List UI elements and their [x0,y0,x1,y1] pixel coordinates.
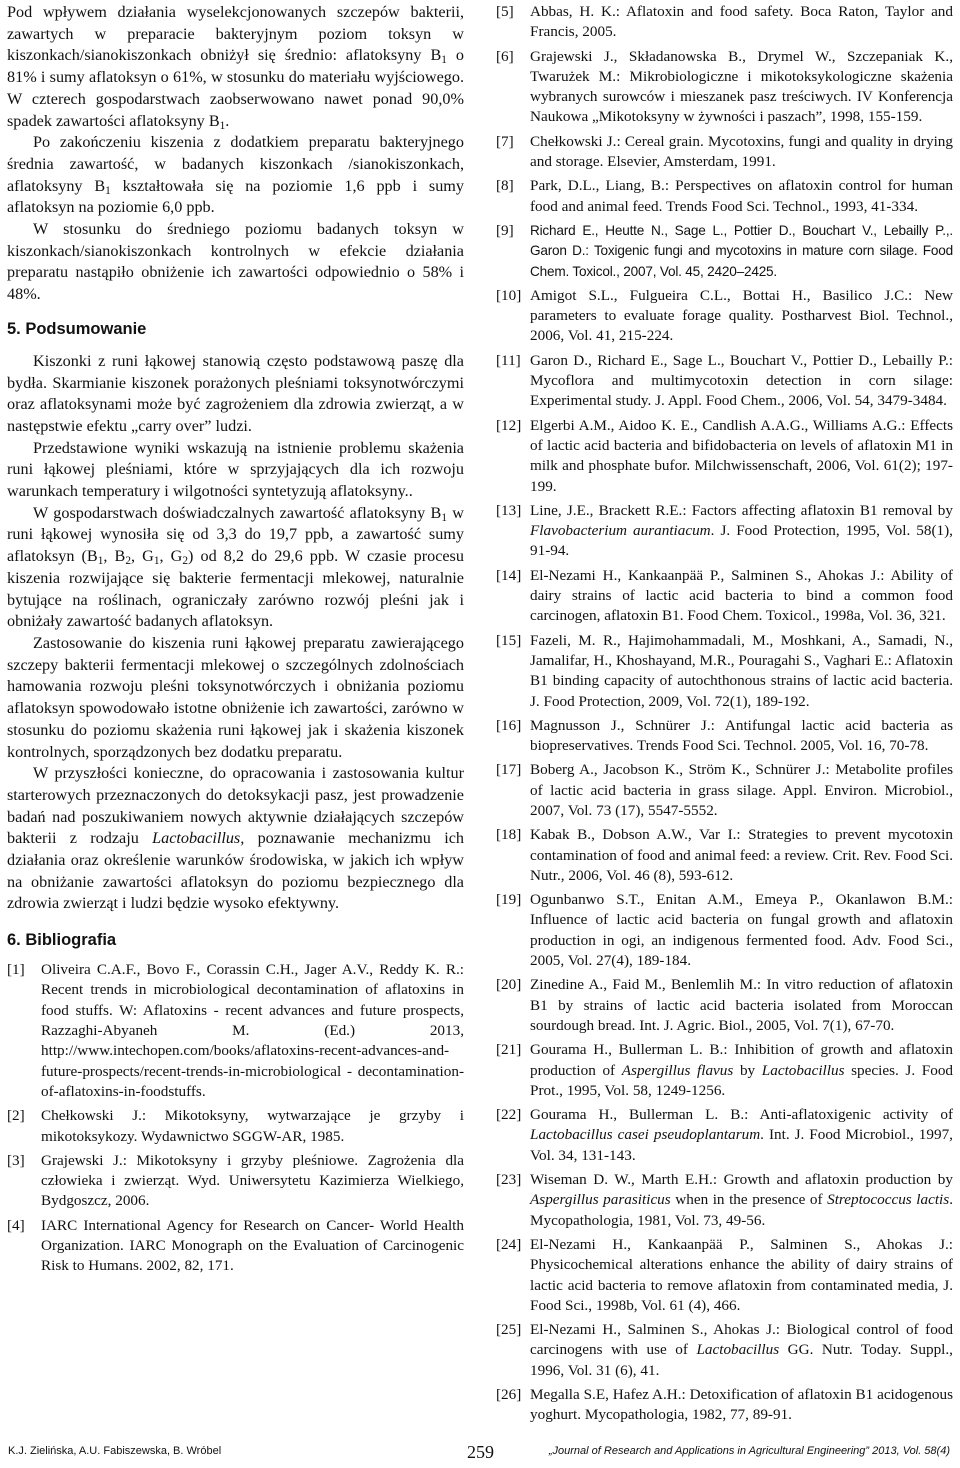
reference-item: [13] Line, J.E., Brackett R.E.: Factors affecting aflatoxin B1 removal by Flavobacterium aurantiacum. J. Food Protection, 1995, Vol. 58(1), 91-94. [496,501,953,560]
reference-item: [10] Amigot S.L., Fulgueira C.L., Bottai H., Basilico J.C.: New parameters to evaluate forage quality. Postharvest Biol. Technol., 2006, Vol. 41, 215-224. [496,286,953,345]
reference-item: [7] Chełkowski J.: Cereal grain. Mycotoxins, fungi and quality in drying and storage. Elsevier, Amsterdam, 1991. [496,132,953,171]
reference-item: [3] Grajewski J.: Mikotoksyny i grzyby pleśniowe. Zagrożenia dla człowieka i zwierząt. Wyd. Uniwersytetu Kazimierza Wielkiego, Bydgoszcz, 2006. [7,1151,464,1210]
reference-item: [6] Grajewski J., Składanowska B., Drymel W., Szczepaniak K., Twarużek M.: Mikrobiologiczne i mikotoksykologiczne skażenia wybranych surowców i mieszanek pasz treściwych. IV Konferencja Naukowa „Mikotoksyny w żywności i paszach”, 1998, 155-159. [496,47,953,126]
reference-list-right [496,2,953,1426]
right-column [496,2,953,1430]
left-column [7,2,464,1281]
reference-item: [20] Zinedine A., Faid M., Benlemlih M.: In vitro reduction of aflatoxin B1 by strains of lactic acid bacteria isolated from Moroccan sourdough bread. Int. J. Agric. Biol., 2005, Vol. 7(1), 67-70. [496,976,953,1034]
page-footer [0,1438,960,1468]
paragraph-results-1: Pod wpływem działania wyselekcjonowanych szczepów bakterii, zawartych w preparacie bakteryjnym poziom toksyn w kiszonkach/sianokiszonkach obniżył się średnio: aflatoksyny $B_1$ o 81% i sumy aflatoksyn o 61%, w stosunku do materiału wyjściowego. W czterech gospodarstwach zaobserwowano nawet ponad 90,0% spadek zawartości aflatoksyny $B_1$. [7,3,464,132]
reference-item: [4] IARC International Agency for Research on Cancer- World Health Organization. IARC Monograph on the Evaluation of Carcinogenic Risk to Humans. 2002, 82, 171. [7,1216,464,1275]
footer-authors: K.J. Zielińska, A.U. Fabiszewska, B. Wróbel [8,1445,222,1457]
paragraph-summary-3: W gospodarstwach doświadczalnych zawartość aflatoksyny $B_1$ w runi łąkowej wynosiła się od 3,3 do 19,7 ppb, a zawartość sumy aflatoksyn ($B_1$, $B_2$, $G_1$, $G_2$) od 8,2 do 29,6 ppb. W czasie procesu kiszenia rozwijające się bakterie fermentacji mlekowej, naturalnie bytujące na roślinach, ograniczały zarówno rozwój pleśni jak i obniżały zawartość badanych aflatoksyn. [7,503,464,631]
reference-item: [19] Ogunbanwo S.T., Enitan A.M., Emeya P., Okanlawon B.M.: Influence of lactic acid bacteria on fungal growth and aflatoxin production in ogi, an indigenous fermented food. Adv. Food Sci., 2005, Vol. 27(4), 189-184. [496,891,953,970]
paragraph-summary-2: Przedstawione wyniki wskazują na istnienie problemu skażenia runi łąkowej pleśniami, które w sprzyjających dla ich rozwoju warunkach temperatury i wilgotności syntetyzują aflatoksyny.. [7,438,464,501]
heading-bibliography: 6. Bibliografia [7,931,117,950]
paragraph-results-3: W stosunku do średniego poziomu badanych toksyn w kiszonkach/sianokiszonkach kontrolnych w efekcie działania preparatu nastąpiło obniżenie ich zawartości odpowiednio o 58% i 48%. [7,220,464,304]
reference-item: [14] El-Nezami H., Kankaanpää P., Salminen S., Ahokas J.: Ability of dairy strains of lactic acid bacteria to bind a common food carcinogen, aflatoxin B1. Food Chem. Toxicol., 1998a, Vol. 36, 321. [496,566,953,625]
reference-item: [18] Kabak B., Dobson A.W., Var I.: Strategies to prevent mycotoxin contamination of food and animal feed: a review. Crit. Rev. Food Sci. Nutr., 2006, Vol. 46 (8), 593-612. [496,826,953,884]
reference-item: [23] Wiseman D. W., Marth E.H.: Growth and aflatoxin production by Aspergillus parasiticus when in the presence of Streptococcus lactis. Mycopathologia, 1981, Vol. 73, 49-56. [496,1171,953,1229]
reference-item: [5] Abbas, H. K.: Aflatoxin and food safety. Boca Raton, Taylor and Francis, 2005. [496,3,953,41]
reference-item: [26] Megalla S.E, Hafez A.H.: Detoxification of aflatoxin B1 acidogenous yoghurt. Mycopathologia, 1982, 77, 89-91. [496,1386,953,1424]
reference-item: [11] Garon D., Richard E., Sage L., Bouchart V., Pottier D., Lebailly P.: Mycoflora and multimycotoxin detection in corn silage: Experimental study. J. Appl. Food Chem., 2006, Vol. 54, 3479-3484. [496,351,953,410]
heading-summary: 5. Podsumowanie [7,319,147,338]
paragraph-results-2: Po zakończeniu kiszenia z dodatkiem preparatu bakteryjnego średnia zawartość, w badanych kiszonkach /sianokiszonkach, aflatoksyny $B_1$ kształtowała się na poziomie 1,6 ppb i sumy aflatoksyn na poziomie 6,0 ppb. [7,133,464,217]
reference-item: [17] Boberg A., Jacobson K., Ström K., Schnürer J.: Metabolite profiles of lactic acid bacteria in grass silage. Appl. Environ. Microbiol., 2007, Vol. 73 (17), 5547-5552. [496,761,953,819]
reference-list-left [7,960,464,1276]
footer-journal: „Journal of Research and Applications in Agricultural Engineering” 2013, Vol. 58(4) [548,1445,950,1457]
reference-item: [24] El-Nezami H., Kankaanpää P., Salminen S., Ahokas J.: Physicochemical alterations enhance the ability of dairy strains of lactic acid bacteria to remove aflatoxin from contaminated media, J. Food Sci., 1998b, Vol. 61 (4), 466. [496,1235,953,1314]
paragraph-summary-4: Zastosowanie do kiszenia runi łąkowej preparatu zawierającego szczepy bakterii fermentacji mlekowej o szczególnych zdolnościach hamowania rozwoju pleśni toksynotwórczych i obniżania poziomu aflatoksyn spowodowało istotne obniżenie ich zawartości, zarówno w stosunku do poziomu skażenia runi łąkowej jak i skażenia kiszonek kontrolnych, sporządzonych bez dodatku preparatu. [7,633,464,761]
reference-item: [8] Park, D.L., Liang, B.: Perspectives on aflatoxin control for human food and animal feed. Trends Food Sci. Technol., 1993, 41-334. [496,177,953,215]
reference-item: [15] Fazeli, M. R., Hajimohammadali, M., Moshkani, A., Samadi, N., Jamalifar, H., Khoshayand, M.R., Pouragahi S., Vaghari E.: Aflatoxin B1 binding capacity of autochthonous strains of lactic acid bacteria. J. Food Protection, 2009, Vol. 72(1), 189-192. [496,631,953,710]
paragraph-summary-5: W przyszłości konieczne, do opracowania i zastosowania kultur starterowych przeznaczonych do detoksykacji pasz, jest prowadzenie badań nad poszukiwaniem nowych aktywnie działających szczepów bakterii z rodzaju Lactobacillus, poznawanie mechanizmu ich działania oraz określenie warunków środowiska, w jakich ich wpływ na obniżanie zawartości aflatoksyn do poziomu bezpiecznego dla zdrowia zwierząt i ludzi będzie wysoko efektywny. [7,764,464,913]
paragraph-summary-1: Kiszonki z runi łąkowej stanowią często podstawową paszę dla bydła. Skarmianie kiszonek porażonych pleśniami toksynotwórczymi oraz aflatoksynami może być zagrożeniem dla zdrowia zwierząt, a w następstwie efektu „carry over” ludzi. [7,351,464,435]
reference-item: [2] Chełkowski J.: Mikotoksyny, wytwarzające je grzyby i mikotoksykozy. Wydawnictwo SGGW-AR, 1985. [7,1107,464,1145]
reference-item: [9] Richard E., Heutte N., Sage L., Pottier D., Bouchart V., Lebailly P.,. Garon D.: Toxigenic fungi and mycotoxins in mature corn silage. Food Chem. Toxicol., 2007, Vol. 45, 2420–2425. [496,221,953,279]
page-number: 259 [467,1442,494,1462]
reference-item: [16] Magnusson J., Schnürer J.: Antifungal lactic acid bacteria as biopreservatives. Trends Food Sci. Technol. 2005, Vol. 16, 70-78. [496,716,953,755]
reference-item: [21] Gourama H., Bullerman L. B.: Inhibition of growth and aflatoxin production of Aspergillus flavus by Lactobacillus species. J. Food Prot., 1995, Vol. 58, 1249-1256. [496,1041,954,1099]
reference-item: [12] Elgerbi A.M., Aidoo K. E., Candlish A.A.G., Williams A.G.: Effects of lactic acid bacteria and bifidobacteria on levels of aflatoxin M1 in milk and phosphate bufor. Milchwissenschaft, 2006, Vol. 61(2); 197-199. [496,416,953,495]
reference-item: [25] El-Nezami H., Salminen S., Ahokas J.: Biological control of food carcinogens with use of Lactobacillus GG. Nutr. Today. Suppl., 1996, Vol. 31 (6), 41. [496,1321,953,1379]
reference-item: [1] Oliveira C.A.F., Bovo F., Corassin C.H., Jager A.V., Reddy K. R.: Recent trends in microbiological decontamination of aflatoxins in food stuffs. W: Aflatoxins - recent advances and future prospects, Razzaghi-Abyaneh M. (Ed.) 2013, http://www.intechopen.com/books/aflatoxins-recent-advances-and-future-prospects/recent-trends-in-microbiological - decontamination-of-aflatoxins-in-foodstuffs. [7,961,464,1100]
reference-item: [22] Gourama H., Bullerman L. B.: Anti-aflatoxigenic activity of Lactobacillus casei pseudoplantarum. Int. J. Food Microbiol., 1997, Vol. 34, 131-143. [496,1106,953,1164]
